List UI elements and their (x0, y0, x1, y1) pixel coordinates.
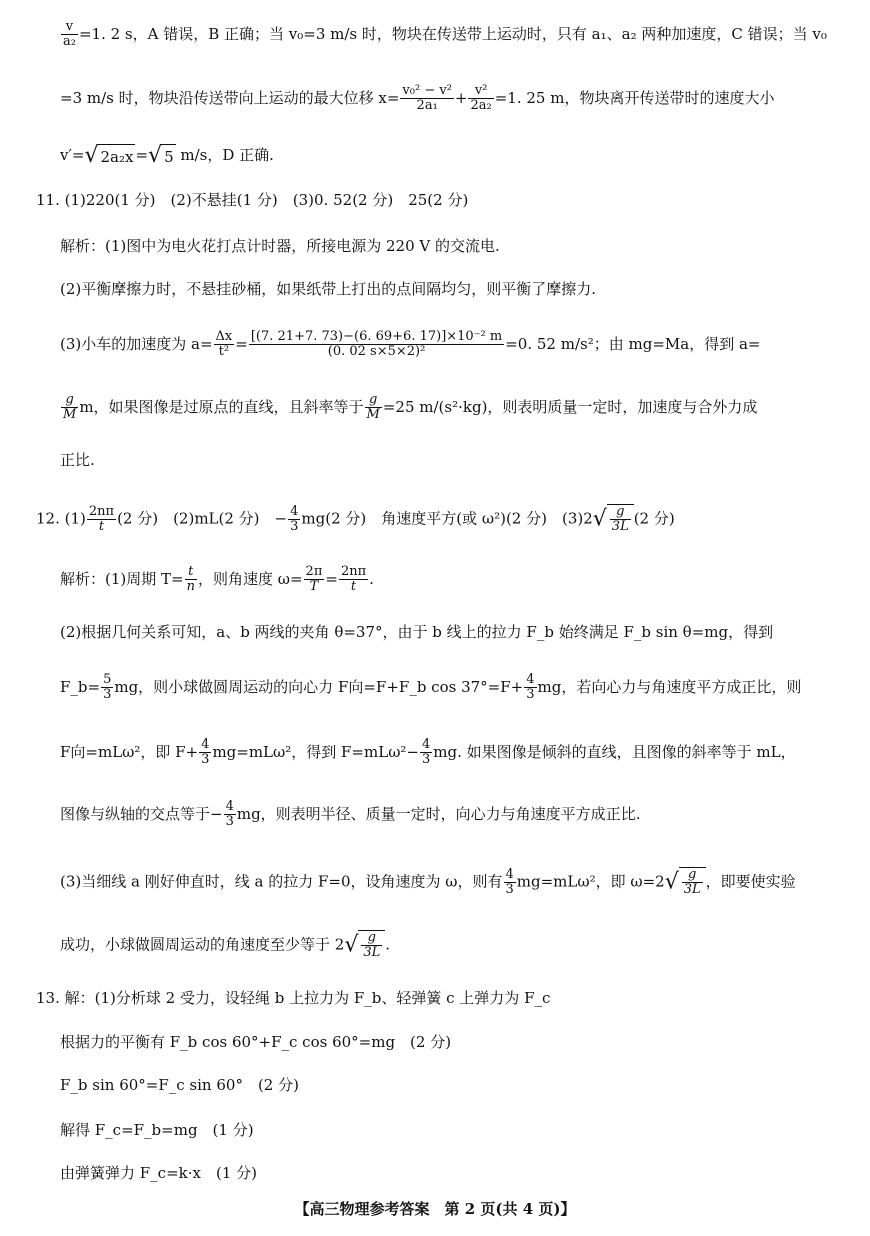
line-1 (60, 20, 827, 50)
q11-a3-text-a: (3)小车的加速度为 a= (60, 334, 213, 353)
fraction-4-over-3-b5 (224, 800, 236, 830)
fraction-num: 4 (422, 737, 431, 752)
line-3-text-a: v′= (60, 146, 85, 164)
fraction-5-over-3 (101, 673, 113, 703)
fraction-den: 3 (505, 881, 514, 897)
q11-answer-text: 11. (1)220(1 分) (2)不悬挂(1 分) (3)0. 52(2 分) 25(2 分) (36, 191, 469, 209)
fraction-num: 4 (290, 503, 299, 519)
fraction-num: t (185, 565, 197, 580)
q12-analysis-1 (60, 565, 374, 595)
fraction-4-over-3-b6 (504, 868, 516, 898)
q11-analysis-5 (60, 448, 95, 472)
fraction-den: 3 (526, 687, 535, 703)
line-3-text-b: m/s，D 正确. (175, 146, 274, 164)
page-footer: 【高三物理参考答案 第 2 页(共 4 页)】 (294, 1200, 576, 1218)
fraction-4-over-3-b4a (199, 738, 211, 768)
q12-analysis-2-text: (2)根据几何关系可知，a、b 两线的夹角 θ=37°，由于 b 线上的拉力 F_b 始终满足 F_b sin θ=mg，得到 (60, 623, 774, 641)
fraction-den: M (63, 407, 77, 423)
q12-b6-text-a: (3)当细线 a 刚好伸直时，线 a 的拉力 F=0，设角速度为 ω，则有 (60, 872, 503, 891)
fraction-t-over-n (185, 565, 197, 595)
q12-b1-text-a: 解析：(1)周期 T= (60, 569, 184, 588)
fraction-den: 2a₁ (416, 98, 438, 114)
sqrt-body: 2a₂x (98, 144, 135, 169)
fraction-den: 3 (422, 752, 431, 768)
q12-ans-text-b: (2 分) (2)mL(2 分) − (117, 509, 288, 528)
fraction-num: v (61, 20, 78, 35)
fraction-den: 2a₂ (470, 98, 492, 114)
q13-line-4 (60, 1118, 254, 1142)
line-2 (60, 84, 774, 114)
q12-b5-text-a: 图像与纵轴的交点等于− (60, 804, 223, 823)
q12-analysis-5 (60, 800, 640, 830)
fraction-g-over-M-2 (365, 393, 382, 423)
fraction-4-over-3 (288, 505, 300, 535)
q11-analysis-1 (60, 234, 500, 258)
fraction-num: [(7. 21+7. 73)−(6. 69+6. 17)]×10⁻² m (250, 329, 503, 344)
fraction-num: 4 (526, 672, 535, 687)
q12-analysis-3 (60, 673, 801, 703)
q13-line-5 (60, 1161, 257, 1185)
fraction-den: a₂ (63, 34, 76, 50)
q12-analysis-2 (60, 620, 773, 644)
q11-analysis-5-text: 正比. (60, 451, 95, 469)
fraction-den: (0. 02 s×5×2)² (327, 344, 426, 360)
q12-analysis-4 (60, 738, 796, 768)
fraction-den: 3L (683, 882, 701, 898)
fraction-den: 3 (201, 752, 210, 768)
fraction-den: n (186, 579, 195, 595)
fraction-den: t (350, 579, 357, 595)
fraction-den: 3 (290, 518, 299, 534)
q12-analysis-6 (60, 867, 796, 898)
q11-analysis-1-text: 解析：(1)图中为电火花打点计时器，所接电源为 220 V 的交流电. (60, 237, 500, 255)
q11-a3-text-b: =0. 52 m/s²；由 mg=Ma，得到 a= (505, 334, 761, 353)
q11-a4-text-b: =25 m/(s²·kg)，则表明质量一定时，加速度与合外力成 (382, 397, 758, 416)
sqrt-2a2x: √ 2a₂x (84, 143, 134, 169)
period: . (369, 569, 374, 588)
q12-b6-text-c: ，即要使实验 (705, 872, 796, 891)
fraction-num: v₀² − v² (402, 83, 452, 98)
fraction-den: 3 (225, 814, 234, 830)
line-1-text: =1. 2 s，A 错误，B 正确；当 v₀=3 m/s 时，物块在传送带上运动时，只有 a₁、a₂ 两种加速度，C 错误；当 v₀ (78, 24, 827, 43)
q13-line-3 (60, 1073, 299, 1097)
fraction-4-over-3-b4b (420, 738, 432, 768)
fraction-displacement-1 (400, 84, 453, 114)
q13-line-4-text: 解得 F_c=F_b=mg (1 分) (60, 1121, 254, 1139)
equals-sign: = (235, 334, 248, 353)
sqrt-5: √ 5 (148, 143, 174, 169)
q11-answer (36, 188, 468, 212)
equals-sign: = (135, 146, 149, 164)
fraction-den: 3L (611, 519, 629, 535)
fraction-4-over-3-b3 (524, 673, 536, 703)
fraction-num: 4 (201, 737, 210, 752)
fraction-num: g (361, 931, 382, 946)
fraction-num: g (365, 393, 382, 408)
q13-line-2-text: 根据力的平衡有 F_b cos 60°+F_c cos 60°=mg (2 分) (60, 1033, 452, 1051)
fraction-den: 3 (103, 687, 112, 703)
q12-b3-text-c: mg，若向心力与角速度平方成正比，则 (537, 677, 802, 696)
fraction-num: 4 (505, 866, 514, 882)
q12-b6-text-b: mg=mLω²，即 ω=2 (516, 872, 665, 891)
q12-b3-text-b: mg，则小球做圆周运动的向心力 F向=F+F_b cos 37°=F+ (114, 677, 524, 696)
q11-analysis-2 (60, 277, 596, 301)
period: . (385, 935, 391, 954)
q13-line-5-text: 由弹簧弹力 F_c=k·x (1 分) (60, 1164, 257, 1182)
line-2-text-a: =3 m/s 时，物块沿传送带向上运动的最大位移 x= (60, 88, 400, 107)
sqrt-g-over-3L-b6: √ $\frac{g}{3L}$ (665, 867, 706, 898)
fraction-displacement-2 (468, 84, 493, 114)
q12-b5-text-b: mg，则表明半径、质量一定时，向心力与角速度平方成正比. (236, 804, 641, 823)
q12-b4-text-a: F向=mLω²，即 F+ (60, 742, 199, 761)
q12-b1-text-b: ，则角速度 ω= (197, 569, 303, 588)
fraction-num: v² (468, 84, 493, 99)
q12-b3-text-a: F_b= (60, 677, 101, 696)
line-2-text-b: =1. 25 m，物块离开传送带时的速度大小 (494, 88, 775, 107)
q12-analysis-7 (60, 930, 390, 961)
line-3 (60, 143, 274, 169)
q11-analysis-2-text: (2)平衡摩擦力时，不悬挂砂桶，如果纸带上打出的点间隔均匀，则平衡了摩擦力. (60, 280, 597, 298)
fraction-num: g (610, 505, 631, 520)
q12-ans-text-c: mg(2 分) 角速度平方(或 ω²)(2 分) (3)2 (301, 509, 593, 528)
q11-analysis-4 (60, 393, 757, 423)
fraction-2npi-over-t-2 (339, 565, 368, 595)
fraction-den: t² (218, 344, 230, 360)
plus-sign: + (454, 88, 468, 107)
fraction-num: 2π (305, 564, 323, 579)
fraction-num: Δx (215, 329, 233, 344)
fraction-acceleration-calc (249, 330, 504, 360)
q13-line-2 (60, 1030, 451, 1054)
q13-line-1-text: 13. 解：(1)分析球 2 受力，设轻绳 b 上拉力为 F_b、轻弹簧 c 上弹力为 F_c (36, 989, 551, 1007)
q11-analysis-3 (60, 330, 760, 360)
fraction-num: 4 (225, 799, 234, 814)
q13-line-3-text: F_b sin 60°=F_c sin 60° (2 分) (60, 1076, 299, 1094)
q13-line-1 (36, 986, 550, 1010)
fraction-den: t (98, 518, 105, 534)
fraction-den: M (366, 407, 380, 423)
fraction-dx-over-t2 (214, 330, 235, 360)
q12-ans-text-a: 12. (1) (36, 509, 86, 528)
fraction-2pi-over-T (304, 565, 325, 595)
q12-ans-text-d: (2 分) (633, 509, 675, 528)
fraction-2npi-over-t (87, 505, 116, 535)
sqrt-body: 5 (162, 144, 176, 169)
sqrt-g-over-3L: √ $\frac{g}{3L}$ (593, 504, 634, 535)
fraction-g-over-M (61, 393, 78, 423)
fraction-num: 2nπ (340, 564, 367, 579)
fraction-den: 3L (363, 945, 381, 961)
equals-sign: = (325, 569, 338, 588)
fraction-num: g (682, 868, 703, 883)
fraction-num: 5 (103, 672, 112, 687)
q12-answer (36, 504, 675, 535)
q12-b4-text-c: mg. 如果图像是倾斜的直线，且图像的斜率等于 mL， (433, 742, 796, 761)
q12-b4-text-b: mg=mLω²，得到 F=mLω²− (212, 742, 420, 761)
q11-a4-text-a: m，如果图像是过原点的直线，且斜率等于 (79, 397, 364, 416)
fraction-v-over-a2 (61, 20, 78, 50)
fraction-den: T (309, 579, 319, 595)
sqrt-g-over-3L-b7: √ $\frac{g}{3L}$ (344, 930, 385, 961)
fraction-num: g (61, 393, 78, 408)
fraction-num: 2nπ (88, 503, 115, 519)
q12-b7-text-a: 成功，小球做圆周运动的角速度至少等于 2 (60, 935, 345, 954)
